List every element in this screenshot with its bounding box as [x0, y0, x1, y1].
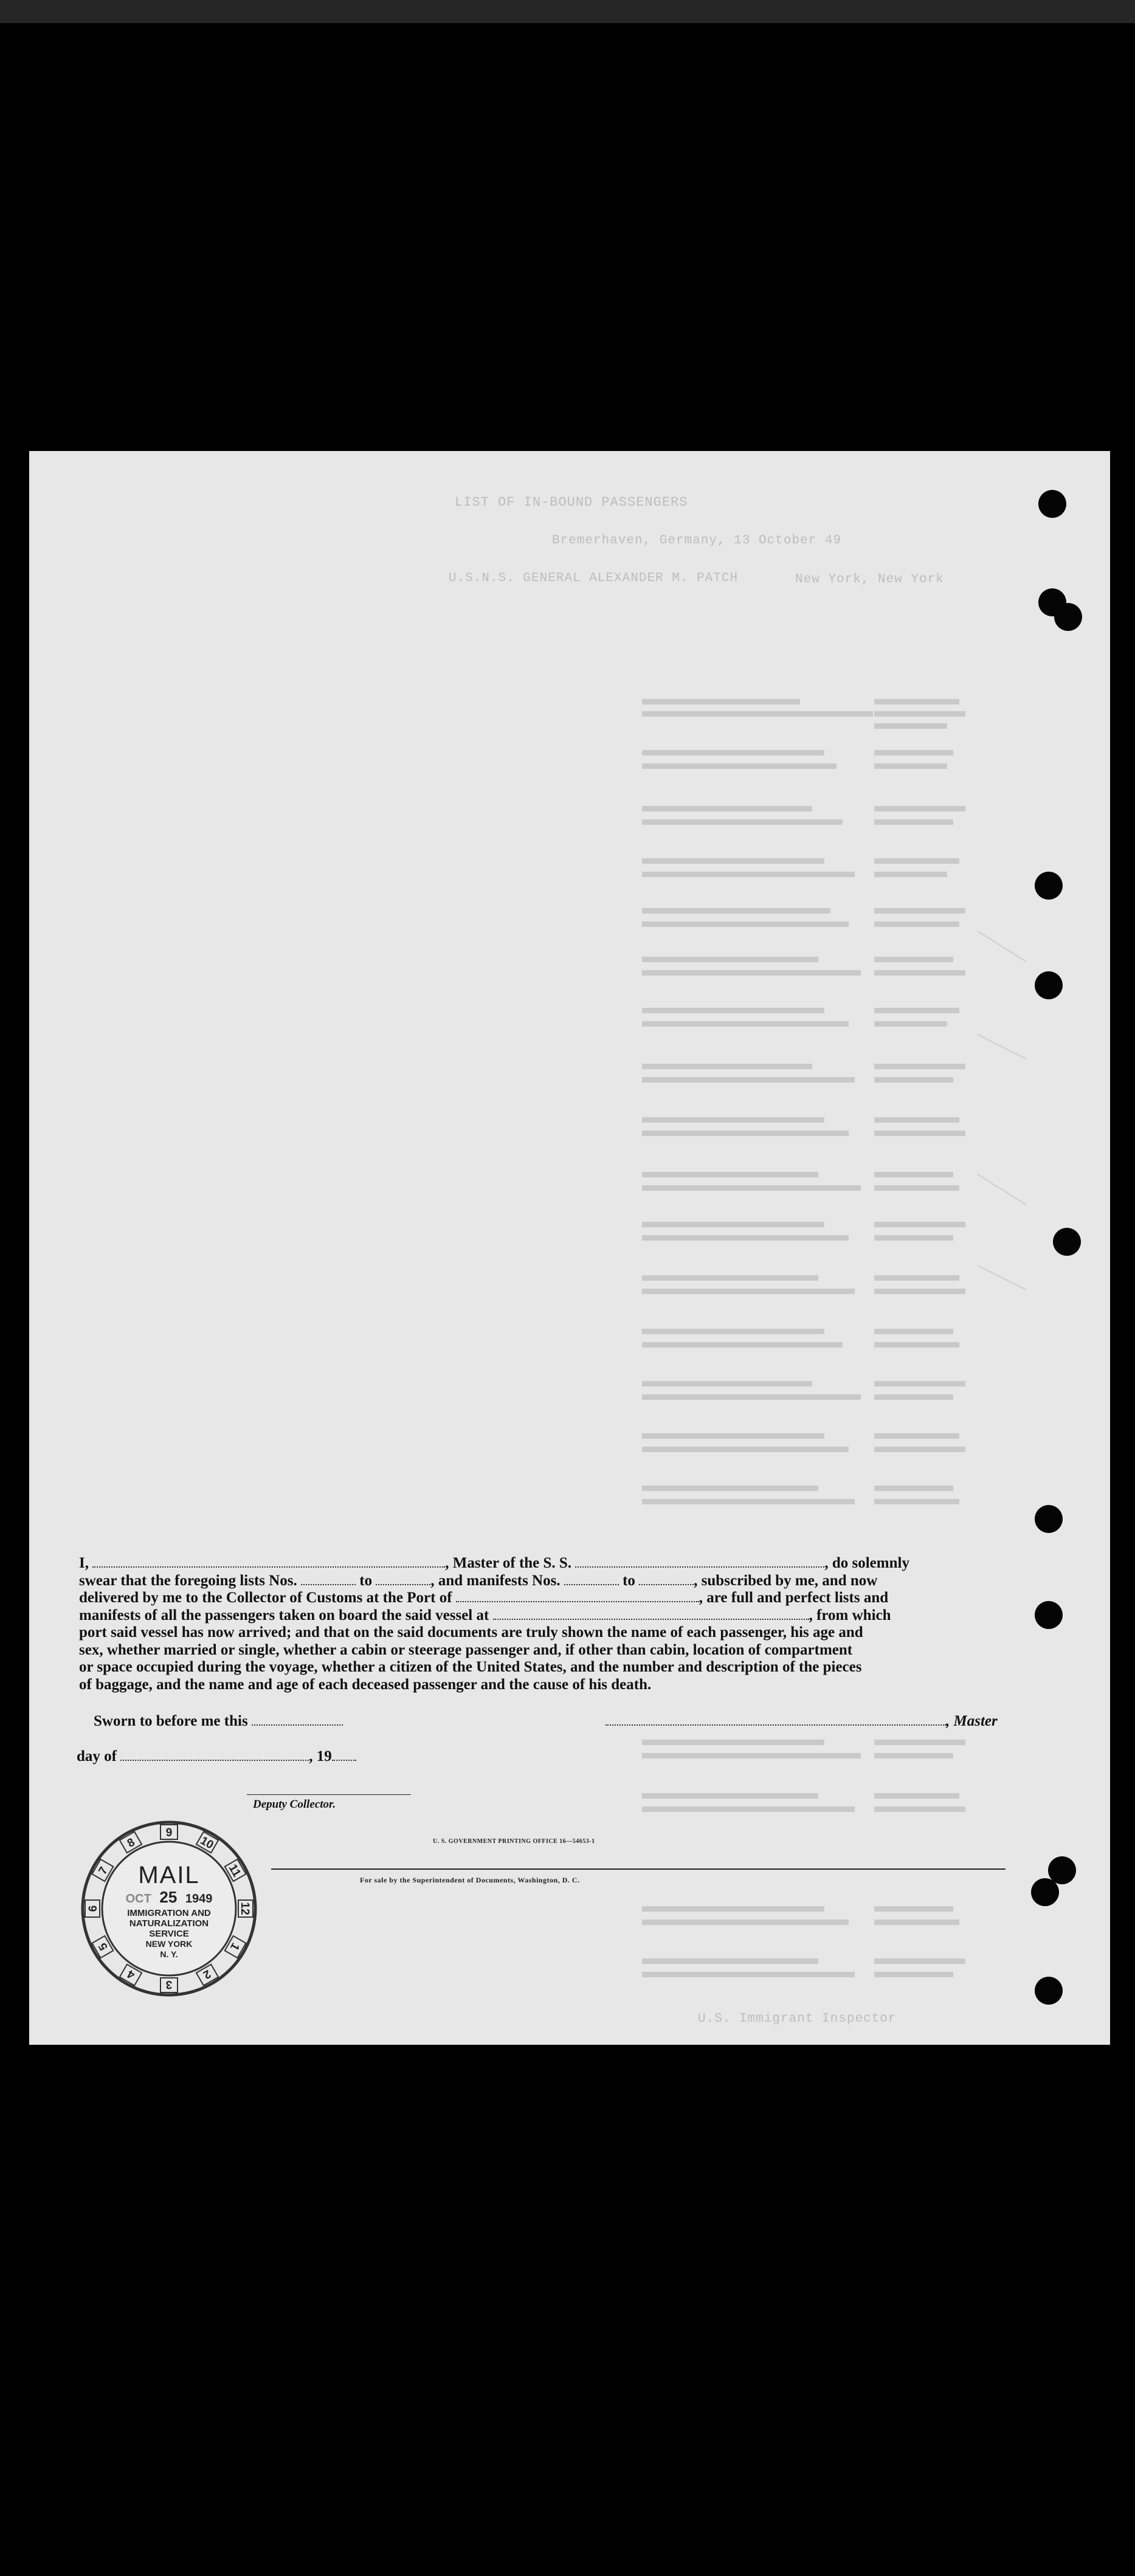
- oath-text: to: [623, 1572, 635, 1589]
- stamp-ring-number: 6: [87, 1905, 100, 1912]
- punch-hole: [1035, 971, 1063, 999]
- blank-departure-port: [493, 1608, 809, 1620]
- mail-stamp: [78, 1817, 260, 2000]
- stamp-ring-number: 4: [125, 1967, 137, 1982]
- oath-line-5: port said vessel has now arrived; and that on the said documents are truly shown the name of each passenger, his age and: [79, 1624, 863, 1641]
- blank-sworn-day: [252, 1713, 343, 1726]
- stamp-ring-number: 7: [96, 1864, 111, 1877]
- oath-text: , do solemnly: [824, 1555, 909, 1571]
- printing-office-note: U. S. GOVERNMENT PRINTING OFFICE 16—54653-1: [433, 1838, 595, 1845]
- master-signature-line: [605, 1713, 998, 1730]
- oath-text: , Master of the S. S.: [445, 1555, 572, 1571]
- ghost-header-title: LIST OF IN-BOUND PASSENGERS: [455, 495, 688, 510]
- blank-manifest-to: [639, 1573, 694, 1585]
- punch-hole: [1031, 1878, 1059, 1906]
- stamp-ring-number: 2: [201, 1967, 213, 1982]
- oath-text: , from which: [809, 1607, 891, 1624]
- year-text: , 19: [309, 1748, 332, 1765]
- top-bar: [0, 0, 1135, 23]
- punch-hole: [1038, 490, 1066, 518]
- stamp-ring-number: 10: [198, 1834, 216, 1852]
- blank-month: [120, 1749, 309, 1761]
- stamp-ring-number: 12: [238, 1902, 251, 1915]
- stamp-month: OCT: [125, 1892, 151, 1906]
- blank-list-to: [376, 1573, 430, 1585]
- day-line: [77, 1748, 356, 1765]
- punch-hole: [1053, 1228, 1081, 1256]
- punch-hole: [1035, 1601, 1063, 1629]
- oath-line-8: of baggage, and the name and age of each deceased passenger and the cause of his death.: [79, 1676, 652, 1693]
- stamp-ring-number: 5: [96, 1940, 111, 1953]
- footer-rule: [271, 1868, 1006, 1870]
- blank-master-signature: [605, 1713, 946, 1726]
- ghost-inspector: U.S. Immigrant Inspector: [698, 2012, 897, 2026]
- oath-text: to: [359, 1572, 373, 1589]
- stamp-line-4: NEW YORK: [145, 1939, 193, 1949]
- blank-ship-name: [575, 1555, 824, 1568]
- stamp-ring-number: 1: [227, 1940, 242, 1953]
- master-label: , Master: [946, 1713, 998, 1729]
- punch-hole: [1035, 1977, 1063, 2005]
- oath-line-3: [79, 1589, 1013, 1607]
- blank-manifest-from: [564, 1573, 619, 1585]
- ghost-entries: [29, 451, 1110, 2045]
- stamp-day: 25: [159, 1888, 178, 1906]
- oath-line-4: [79, 1607, 1013, 1625]
- oath-text: , are full and perfect lists and: [699, 1589, 889, 1606]
- ghost-header-port: Bremerhaven, Germany, 13 October 49: [552, 534, 842, 548]
- stamp-line-3: SERVICE: [149, 1929, 189, 1939]
- stamp-ring-number: 8: [125, 1836, 137, 1850]
- punch-hole: [1035, 872, 1063, 900]
- blank-year: [332, 1749, 356, 1761]
- oath-text: I,: [79, 1555, 89, 1571]
- manifest-sheet: [29, 451, 1110, 2045]
- oath-line-1: [79, 1555, 1013, 1572]
- ghost-ship-name: U.S.N.S. GENERAL ALEXANDER M. PATCH: [449, 571, 739, 585]
- oath-text: delivered by me to the Collector of Customs at the Port of: [79, 1589, 452, 1606]
- stamp-line-2: NATURALIZATION: [129, 1918, 209, 1929]
- oath-text: , subscribed by me, and now: [694, 1572, 878, 1589]
- stamp-title: MAIL: [138, 1862, 200, 1889]
- punch-hole: [1035, 1505, 1063, 1533]
- oath-text: manifests of all the passengers taken on board the said vessel at: [79, 1607, 489, 1624]
- master-oath: [79, 1555, 1013, 1693]
- oath-text: , and manifests Nos.: [430, 1572, 561, 1589]
- stamp-line-5: N. Y.: [160, 1949, 178, 1959]
- stamp-year: 1949: [185, 1892, 213, 1906]
- blank-master-name: [92, 1555, 445, 1568]
- stamp-ring-number: 9: [165, 1827, 173, 1839]
- oath-text: swear that the foregoing lists Nos.: [79, 1572, 297, 1589]
- blank-list-from: [301, 1573, 356, 1585]
- oath-line-7: or space occupied during the voyage, whether a citizen of the United States, and the number and description of the pieces: [79, 1659, 862, 1675]
- blank-port: [456, 1590, 699, 1602]
- stamp-ring-number: 3: [165, 1978, 173, 1991]
- stamp-line-1: IMMIGRATION AND: [127, 1908, 211, 1918]
- oath-line-6: sex, whether married or single, whether a cabin or steerage passenger and, if other than cabin, location of compartment: [79, 1641, 853, 1658]
- punch-hole: [1054, 603, 1082, 631]
- deputy-rule: [247, 1794, 411, 1795]
- oath-line-2: [79, 1572, 1013, 1590]
- day-text: day of: [77, 1748, 117, 1765]
- deputy-collector-label: Deputy Collector.: [253, 1798, 336, 1811]
- sworn-line: [94, 1713, 343, 1730]
- sworn-text: Sworn to before me this: [94, 1713, 248, 1729]
- stamp-ring-number: 11: [226, 1862, 243, 1879]
- sale-note: For sale by the Superintendent of Documents, Washington, D. C.: [360, 1876, 580, 1884]
- ghost-header-dest: New York, New York: [795, 573, 944, 587]
